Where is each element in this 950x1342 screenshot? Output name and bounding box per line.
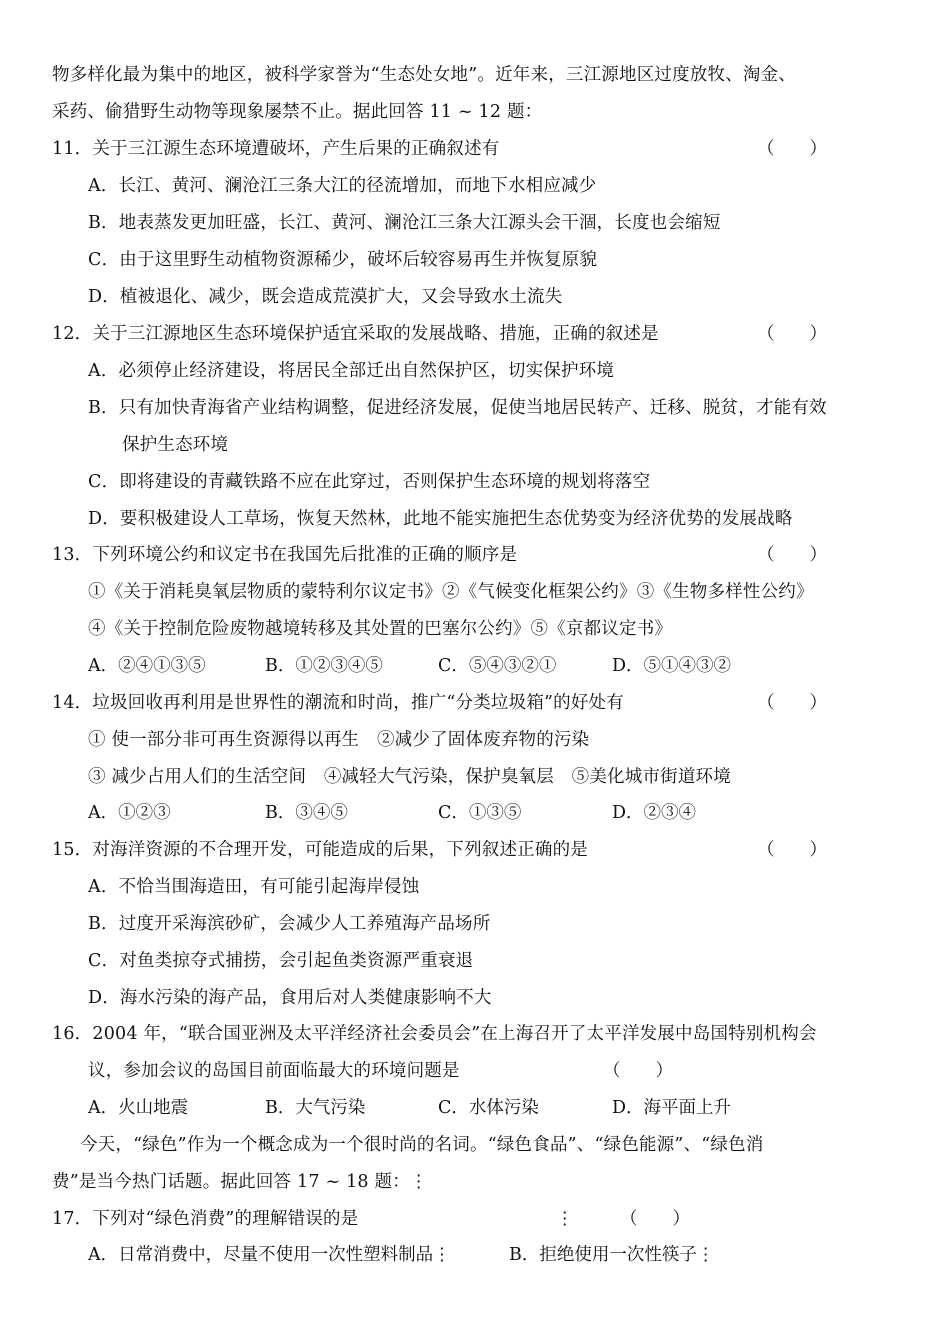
question-11-option-d: D．植被退化、减少，既会造成荒漠扩大，又会导致水土流失 xyxy=(88,287,563,307)
question-14-answer-bracket: （ ） xyxy=(757,693,827,713)
question-17-stem: 17．下列对“绿色消费”的理解错误的是 xyxy=(52,1209,359,1229)
intro2-line-1: 今天，“绿色”作为一个概念成为一个很时尚的名词。“绿色食品”、“绿色能源”、“绿色消 xyxy=(80,1135,764,1155)
question-12-option-b-line-2: 保护生态环境 xyxy=(122,435,229,455)
question-15-stem: 15．对海洋资源的不合理开发，可能造成的后果，下列叙述正确的是 xyxy=(52,840,588,860)
question-11-option-a: A．长江、黄河、澜沧江三条大江的径流增加，而地下水相应减少 xyxy=(88,176,597,196)
question-16-stem-line-2: 议，参加会议的岛国目前面临最大的环境问题是 xyxy=(88,1061,460,1081)
question-16-answer-bracket: （ ） xyxy=(603,1061,673,1081)
question-11-option-c: C．由于这里野生动植物资源稀少，破坏后较容易再生并恢复原貌 xyxy=(88,250,598,270)
question-12-option-a: A．必须停止经济建设，将居民全部迁出自然保护区，切实保护环境 xyxy=(88,361,615,381)
question-16-option-b: B．大气污染 xyxy=(265,1098,366,1118)
question-14-option-b: B．③④⑤ xyxy=(265,803,348,823)
question-16-option-a: A．火山地震 xyxy=(88,1098,189,1118)
question-11-stem: 11．关于三江源生态环境遭破坏，产生后果的正确叙述有 xyxy=(52,139,500,159)
question-15-option-b: B．过度开采海滨砂矿，会减少人工养殖海产品场所 xyxy=(88,914,491,934)
question-15-option-d: D．海水污染的海产品，食用后对人类健康影响不大 xyxy=(88,988,492,1008)
question-13-stem: 13．下列环境公约和议定书在我国先后批准的正确的顺序是 xyxy=(52,545,518,565)
question-14-items-line-2: ③ 减少占用人们的生活空间 ④减轻大气污染，保护臭氧层 ⑤美化城市街道环境 xyxy=(88,767,731,787)
intro-line-2: 采药、偷猎野生动物等现象屡禁不止。据此回答 11 ~ 12 题： xyxy=(52,102,543,122)
question-15-option-c: C．对鱼类掠夺式捕捞，会引起鱼类资源严重衰退 xyxy=(88,951,474,971)
question-13-option-b: B．①②③④⑤ xyxy=(265,656,383,676)
question-16-stem-line-1: 16．2004 年，“联合国亚洲及太平洋经济社会委员会”在上海召开了太平洋发展中岛国特别机构会 xyxy=(52,1024,817,1044)
question-13-option-c: C．⑤④③②① xyxy=(438,656,557,676)
question-14-option-a: A．①②③ xyxy=(88,803,171,823)
question-17-option-a: A．日常消费中，尽量不使用一次性塑料制品⋮ xyxy=(88,1245,451,1265)
question-14-stem: 14．垃圾回收再利用是世界性的潮流和时尚，推广“分类垃圾箱”的好处有 xyxy=(52,693,624,713)
question-12-option-d: D．要积极建设人工草场，恢复天然林，此地不能实施把生态优势变为经济优势的发展战略 xyxy=(88,509,793,529)
question-11-option-b: B．地表蒸发更加旺盛，长江、黄河、澜沧江三条大江源头会干涸，长度也会缩短 xyxy=(88,213,721,233)
question-12-option-b-line-1: B．只有加快青海省产业结构调整，促进经济发展，促使当地居民转产、迁移、脱贫，才能有效 xyxy=(88,398,827,418)
question-13-option-d: D．⑤①④③② xyxy=(612,656,732,676)
intro-line-1: 物多样化最为集中的地区，被科学家誉为“生态处女地”。近年来，三江源地区过度放牧、淘金、 xyxy=(52,65,796,85)
question-15-option-a: A．不恰当围海造田，有可能引起海岸侵蚀 xyxy=(88,877,420,897)
question-11-answer-bracket: （ ） xyxy=(757,139,827,159)
question-16-option-c: C．水体污染 xyxy=(438,1098,539,1118)
question-12-stem: 12．关于三江源地区生态环境保护适宜采取的发展战略、措施，正确的叙述是 xyxy=(52,324,659,344)
question-12-option-c: C．即将建设的青藏铁路不应在此穿过，否则保护生态环境的规划将落空 xyxy=(88,472,651,492)
question-13-items-line-2: ④《关于控制危险废物越境转移及其处置的巴塞尔公约》⑤《京都议定书》 xyxy=(88,619,673,639)
question-12-answer-bracket: （ ） xyxy=(757,324,827,344)
question-13-answer-bracket: （ ） xyxy=(757,545,827,565)
question-15-answer-bracket: （ ） xyxy=(757,840,827,860)
question-17-option-b: B．拒绝使用一次性筷子⋮ xyxy=(509,1245,715,1265)
question-16-option-d: D．海平面上升 xyxy=(612,1098,732,1118)
question-14-option-d: D．②③④ xyxy=(612,803,697,823)
question-17-answer-bracket: （ ） xyxy=(620,1209,690,1229)
question-17-mark: ⋮ xyxy=(556,1209,574,1229)
intro2-line-2: 费”是当今热门话题。据此回答 17 ~ 18 题：⋮ xyxy=(52,1172,428,1192)
question-13-items-line-1: ①《关于消耗臭氧层物质的蒙特利尔议定书》②《气候变化框架公约》③《生物多样性公约》 xyxy=(88,582,814,602)
question-14-option-c: C．①③⑤ xyxy=(438,803,522,823)
question-13-option-a: A．②④①③⑤ xyxy=(88,656,206,676)
question-14-items-line-1: ① 使一部分非可再生资源得以再生 ②减少了固体废弃物的污染 xyxy=(88,730,590,750)
